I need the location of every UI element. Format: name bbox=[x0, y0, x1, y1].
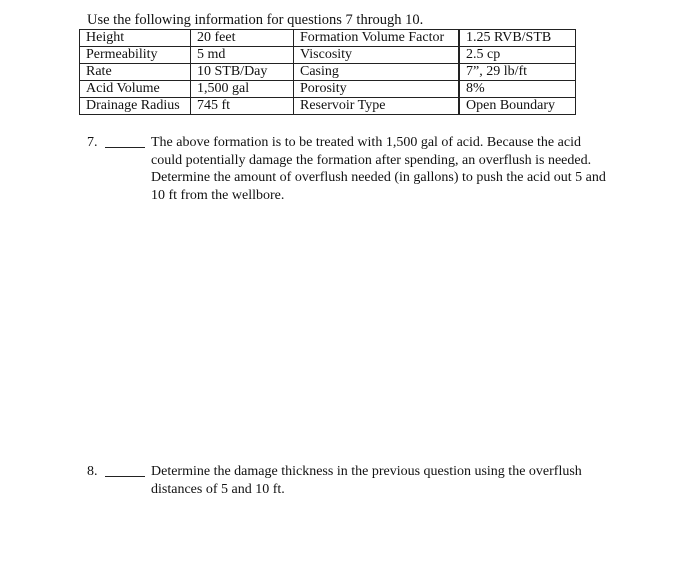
table-cell: 10 STB/Day bbox=[191, 64, 294, 81]
table-cell: Open Boundary bbox=[459, 98, 576, 115]
table-cell: Permeability bbox=[80, 47, 191, 64]
table-cell: 1,500 gal bbox=[191, 81, 294, 98]
properties-table bbox=[79, 29, 576, 115]
question-text: Determine the damage thickness in the previous question using the overflush distances of 5 and 10 ft. bbox=[151, 464, 582, 497]
table-cell: Casing bbox=[294, 64, 460, 81]
table-cell: 1.25 RVB/STB bbox=[459, 30, 576, 47]
table-cell: Formation Volume Factor bbox=[294, 30, 460, 47]
table-row bbox=[80, 64, 576, 81]
table-row bbox=[80, 98, 576, 115]
table-row bbox=[80, 47, 576, 64]
table-cell: 8% bbox=[459, 81, 576, 98]
question-text: The above formation is to be treated with 1,500 gal of acid. Because the acid could potentially damage the formation after spending, an overflush is needed. Determine the amount of overflush needed (in gallons) to push the acid out 5 and 10 ft from the wellbore. bbox=[151, 135, 606, 203]
question-number: 8. bbox=[87, 464, 98, 479]
table-cell: 20 feet bbox=[191, 30, 294, 47]
table-cell: Viscosity bbox=[294, 47, 460, 64]
table-row bbox=[80, 81, 576, 98]
question-number: 7. bbox=[87, 135, 98, 150]
table-cell: Reservoir Type bbox=[294, 98, 460, 115]
answer-blank bbox=[105, 476, 145, 477]
table-cell: 745 ft bbox=[191, 98, 294, 115]
table-cell: 5 md bbox=[191, 47, 294, 64]
table-cell: Porosity bbox=[294, 81, 460, 98]
table-cell: Acid Volume bbox=[80, 81, 191, 98]
table-cell: Rate bbox=[80, 64, 191, 81]
table-cell: 7”, 29 lb/ft bbox=[459, 64, 576, 81]
intro-text: Use the following information for questions 7 through 10. bbox=[87, 12, 424, 28]
table-row bbox=[80, 30, 576, 47]
table-cell: Height bbox=[80, 30, 191, 47]
answer-blank bbox=[105, 147, 145, 148]
table-cell: 2.5 cp bbox=[459, 47, 576, 64]
table-cell: Drainage Radius bbox=[80, 98, 191, 115]
